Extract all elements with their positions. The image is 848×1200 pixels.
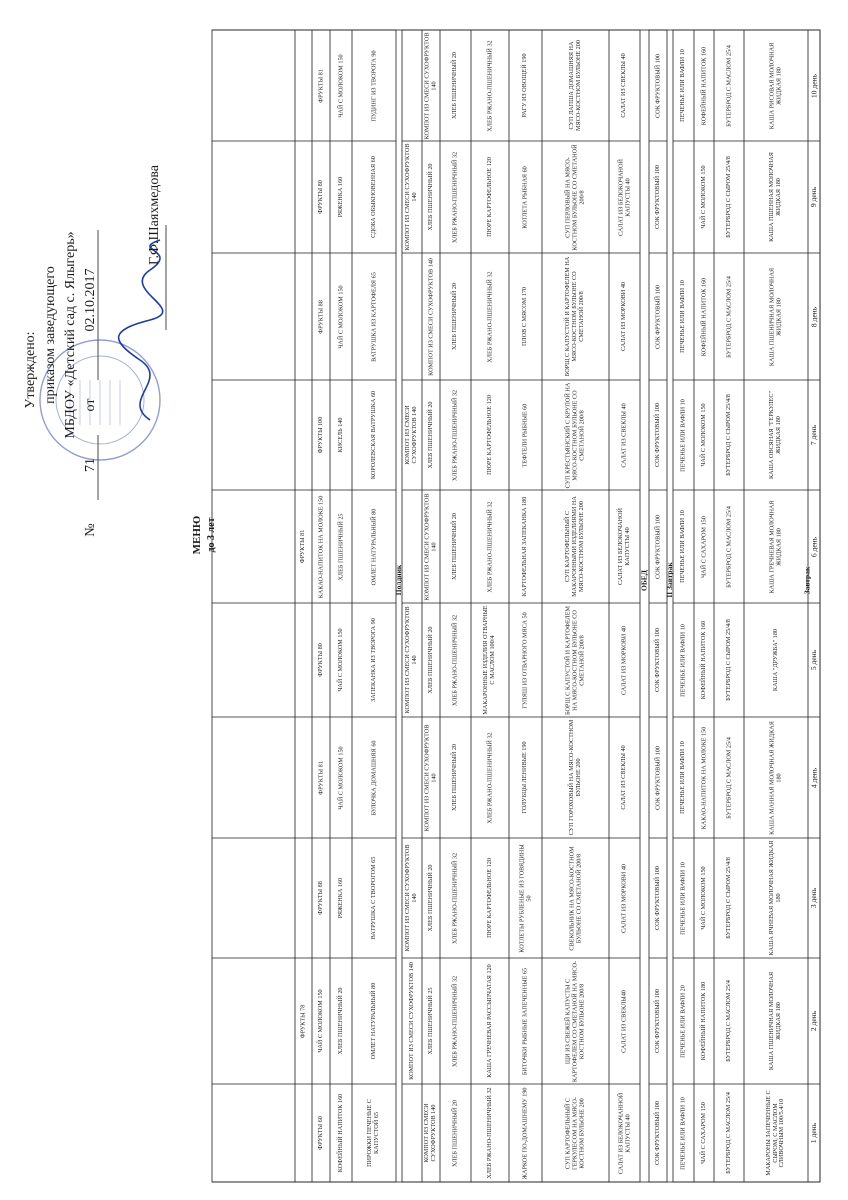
menu-item: ХЛЕБ РЖАНО-ПШЕНИЧНЫЙ 32: [485, 270, 493, 363]
menu-item: ХЛЕБ ПШЕНИЧНЫЙ 20: [451, 1099, 459, 1167]
menu-item: КАША РИСОВАЯ МОЛОЧНАЯ ЖИДКАЯ 180: [768, 42, 782, 129]
menu-item: ПЕЧЕНЬЕ ИЛИ ВАФЛИ 10: [679, 280, 687, 353]
menu-item: СУП ГОРОХОВЫЙ НА МЯСО-КОСТНОМ БУЛЬОНЕ 200: [567, 719, 582, 836]
menu-item: САЛАТ ИЗ БЕЛОКОЧАНОЙ КАПУСТЫ 40: [616, 508, 631, 585]
menu-item: [295, 717, 312, 838]
menu-item: САЛАТ ИЗ СВЕКЛЫ40: [620, 989, 628, 1053]
menu-item: СОК ФРУКТОВЫЙ 100: [653, 514, 661, 579]
menu-item: РЯЖЕНКА 160: [336, 176, 344, 218]
menu-item: ВАТРУШКА ИЗ КАРТОФЕЛЯ 65: [369, 271, 377, 362]
section-title: ОБЕД: [639, 569, 649, 591]
day-header: 4 день: [808, 767, 818, 788]
menu-item: КОТЛЕТА РЫБНАЯ 60: [521, 165, 529, 229]
menu-item: ПЕЧЕНЬЕ ИЛИ ВАФЛИ 10: [679, 861, 687, 935]
menu-item: ХЛЕБ ПШЕНИЧНЫЙ 20: [426, 401, 434, 469]
menu-subtitle: до 3 лет: [205, 517, 217, 553]
menu-item: КОФЕЙНЫЙ НАПИТОК 160: [336, 1093, 344, 1173]
menu-item: СОК ФРУКТОВЫЙ 100: [653, 1101, 661, 1165]
menu-item: БУТЕРБРОД С МАСЛОМ 25/4: [724, 1092, 732, 1174]
menu-item: МАКАРОННЫЕ ИЗДЕЛИЯ ОТВАРНЫЕ С МАСЛОМ 100/4: [482, 605, 496, 715]
menu-item: КАКАО-НАПИТОК НА МОЛОКЕ 150: [316, 495, 324, 598]
menu-item: ФРУКТЫ 80: [316, 180, 324, 214]
day-header: 9 день: [808, 186, 818, 208]
menu-item: ХЛЕБ ПШЕНИЧНЫЙ 20: [451, 743, 459, 812]
menu-item: СВЕКОЛЬНИК НА МЯСО-КОСТНОМ БУЛЬОНЕ СО СМЕТАНОЙ 200/8: [567, 845, 582, 951]
menu-item: ЧАЙ С МОЛОКОМ 150: [699, 866, 707, 930]
menu-item: ФРУКТЫ 88: [316, 881, 324, 915]
menu-item: КАША МАННАЯ МОЛОЧНАЯ ЖИДКАЯ 180: [768, 720, 782, 835]
menu-item: ФРУКТЫ 81: [299, 529, 307, 564]
menu-item: СОК ФРУКТОВЫЙ 100: [653, 745, 661, 810]
menu-item: ФРУКТЫ 81: [316, 760, 324, 795]
approval-number: 71: [83, 458, 99, 472]
menu-item: КОМПОТ ИЗ СМЕСИ СУХОФРУКТОВ 140: [404, 844, 418, 952]
menu-item: БУТЕРБРОД С МАСЛОМ 25/4: [724, 980, 732, 1062]
day-header: 8 день: [808, 306, 818, 327]
menu-item: ХЛЕБ ПШЕНИЧНЫЙ 25: [426, 987, 434, 1055]
menu-item: КАША ЯЧНЕВАЯ МОЛОЧНАЯ ЖИДКАЯ 180: [768, 840, 782, 956]
menu-item: САЛАТ ИЗ БЕЛОКОЧАНОЙ КАПУСТЫ 40: [616, 158, 631, 236]
menu-item: РЯЖЕНКА 160: [336, 877, 344, 919]
menu-item: ОМЛЕТ НАТУРАЛЬНЫЙ 80: [369, 982, 377, 1060]
menu-item: ПЕЧЕНЬЕ ИЛИ ВАФЛИ 10: [679, 1096, 687, 1170]
menu-item: ПЕЧЕНЬЕ ИЛИ ВАФЛИ 10: [679, 398, 687, 472]
menu-item: САЛАТ ИЗ БЕЛОКОЧАННОЙ КАПУСТЫ 40: [616, 1092, 631, 1174]
menu-item: КАША ОВСЯНАЯ "ГЕРКУЛЕС" ЖИДКАЯ 180: [768, 391, 782, 479]
menu-item: [295, 30, 312, 141]
menu-item: КОФЕЙНЫЙ НАПИТОК 160: [699, 620, 707, 700]
menu-item: ЧАЙ С МОЛОКОМ 150: [336, 745, 344, 810]
section-title: Полдник: [393, 564, 403, 596]
menu-item: ХЛЕБ РЖАНО-ПШЕНИЧНЫЙ 32: [451, 389, 459, 481]
day-header: 2 день: [808, 1010, 818, 1032]
menu-item: ФРУКТЫ 100: [316, 416, 324, 454]
menu-item: ПЮРЕ КАРТОФЕЛЬНОЕ 120: [485, 157, 493, 237]
section-title: Завтрак: [802, 566, 812, 594]
menu-item: КОМПОТ ИЗ СМЕСИ СУХОФРУКТОВ 140: [423, 724, 437, 831]
menu-item: ТЕФТЕЛИ РЫБНЫЕ 60: [521, 403, 529, 467]
menu-item: РАГУ ИЗ ОВОЩЕЙ 190: [521, 53, 529, 118]
menu-item: КОМПОТ ИЗ СМЕСИ СУХОФРУКТОВ 140: [423, 32, 437, 139]
menu-item: ХЛЕБ ПШЕНИЧНЫЙ 20: [451, 282, 459, 351]
menu-item: КОМПОТ ИЗ СМЕСИ СУХОФРУКТОВ 140: [404, 606, 418, 714]
menu-item: [295, 1084, 312, 1182]
menu-item: ЧАЙ С МОЛОКОМ 150: [699, 165, 707, 229]
menu-item: ХЛЕБ РЖАНО-ПШЕНИЧНЫЙ 32: [451, 614, 459, 706]
menu-item: [402, 253, 422, 380]
menu-item: МАКАРОНЫ ЗАПЕЧЕННЫЕ С СЫРОМ, С МАСЛОМ СЛИВОЧНЫМ 100/5.4/10: [764, 1090, 786, 1176]
menu-item: ФРУКТЫ 81: [316, 68, 324, 103]
menu-item: КИСЕЛЬ 140: [336, 417, 344, 453]
menu-item: ЖАРКОЕ ПО-ДОМАШНЕМУ 190: [521, 1086, 529, 1180]
menu-item: БУТЕРБРОД С СЫРОМ 25/4/8: [724, 156, 732, 238]
menu-item: ХЛЕБ РЖАНО-ПШЕНИЧНЫЙ 32: [485, 731, 493, 824]
menu-item: КОФЕЙНЫЙ НАПИТОК 180: [699, 981, 707, 1061]
menu-item: КОМПОТ ИЗ СМЕСИ СУХОФРУКТОВ 140: [423, 1103, 437, 1163]
menu-item: ПЛОВ С МЯСОМ 170: [521, 286, 529, 347]
menu-item: ЧАЙ С САХАРОМ 150: [699, 1102, 707, 1164]
menu-item: ПЕЧЕНЬЕ ИЛИ ВАФЛИ 10: [679, 623, 687, 697]
menu-item: ГОЛУБЦЫ ЛЕНИВЫЕ 190: [521, 741, 529, 814]
menu-item: ХЛЕБ РЖАНО-ПШЕНИЧНЫЙ 32: [451, 852, 459, 944]
menu-item: [402, 717, 422, 838]
menu-item: БУТЕРБРОД С СЫРОМ 25/4/8: [724, 394, 732, 476]
menu-item: КОМПОТ ИЗ СМЕСИ СУХОФРУКТОВ 140: [423, 493, 437, 600]
menu-item: БОРЩ С КАПУСТОЙ И КАРТОФЕЛЕМ НА МЯСО-КОСТНОМ БУЛЬОНЕ СО СМЕТАНОЙ 200/8: [564, 605, 585, 715]
menu-item: [673, 141, 694, 253]
menu-item: [295, 380, 312, 490]
menu-item: [295, 141, 312, 253]
menu-item: КАША ГРЕЧНЕВАЯ РАССЫПЧАТАЯ 120: [485, 964, 493, 1078]
menu-item: БУТЕРБРОД С МАСЛОМ 25/4: [724, 736, 732, 819]
menu-item: СОК ФРУКТОВЫЙ 100: [653, 53, 661, 118]
menu-item: ПЕЧЕНЬЕ ИЛИ ВАФЛИ 10: [679, 741, 687, 814]
approval-signer: Г.Ф.Шаяхмедова: [147, 165, 163, 266]
day-header: 1 день: [808, 1122, 818, 1144]
menu-item: СОК ФРУКТОВЫЙ 100: [653, 284, 661, 349]
menu-item: ЗАПЕКАНКА ИЗ ТВОРОГА 90: [369, 618, 377, 702]
menu-item: ФРУКТЫ 78: [299, 1004, 307, 1038]
approval-date: 02.10.2017: [83, 268, 99, 332]
approval-date-label: от: [83, 398, 99, 412]
menu-title: МЕНЮ: [190, 515, 203, 555]
menu-item: [295, 253, 312, 380]
section-title: II Завтрак: [664, 562, 674, 598]
menu-item: БУТЕРБРОД С СЫРОМ 25/4/8: [724, 857, 732, 939]
day-header: 7 день: [808, 424, 818, 446]
menu-item: [295, 603, 312, 717]
menu-item: ГУЛЯШ ИЗ ОТВАРНОГО МЯСА 50: [521, 611, 529, 709]
menu-item: ХЛЕБ РЖАНО-ПШЕНИЧНЫЙ 32: [451, 151, 459, 243]
menu-item: СУП КРЕСТЬЯНСКИЙ С КРУПОЙ НА МЯСО-КОСТНОМ БУЛЬОНЕ СО СМЕТАНОЙ 200/8: [564, 382, 585, 488]
menu-item: КАША ПШЕНИЧНАЯ МОЛОЧНАЯ ЖИДКАЯ 180: [768, 971, 782, 1071]
menu-item: ЧАЙ С МОЛОКОМ 150: [336, 628, 344, 692]
approval-line: приказом заведующего: [43, 266, 59, 404]
day-header: 10 день: [808, 73, 818, 98]
menu-item: БУТЕРБРОД С МАСЛОМ 25/4: [724, 275, 732, 358]
menu-item: КАША ПШЕНИЧНАЯ МОЛОЧНАЯ ЖИДКАЯ 180: [768, 267, 782, 366]
menu-item: СУП ПЕРЛОВЫЙ НА МЯСО-КОСТНОМ БУЛЬОНЕ СО СМЕТАНОЙ 200/8: [564, 143, 585, 251]
menu-item: ПЕЧЕНЬЕ ИЛИ ВАФЛИ 10: [679, 510, 687, 583]
menu-item: БУТЕРБРОД С МАСЛОМ 25/4: [724, 44, 732, 127]
menu-item: [402, 490, 422, 603]
menu-item: СОК ФРУКТОВЫЙ 100: [653, 866, 661, 930]
menu-item: КОМПОТ ИЗ СМЕСИ СУХОФРУКТОВ 140: [426, 257, 434, 376]
menu-item: СДОБА ОБЫКНОВЕННАЯ 60: [369, 156, 377, 238]
menu-item: СОК ФРУКТОВЫЙ 100: [653, 628, 661, 692]
approval-line: МБДОУ «Детский сад с. Ялыгерь»: [63, 231, 79, 439]
approval-number-label: №: [83, 523, 99, 537]
menu-item: САЛАТ ИЗ СВЕКЛЫ 40: [620, 745, 628, 810]
menu-item: ХЛЕБ ПШЕНИЧНЫЙ 25: [336, 512, 344, 581]
menu-item: ФРУКТЫ 88: [316, 299, 324, 334]
menu-item: ЧАЙ С МОЛОКОМ 150: [336, 284, 344, 349]
menu-item: ЧАЙ С МОЛОКОМ 150: [699, 403, 707, 467]
menu-item: САЛАТ ИЗ СВЕКЛЫ 40: [620, 402, 628, 468]
menu-item: СОК ФРУКТОВЫЙ 100: [653, 403, 661, 467]
menu-item: ЩИ ИЗ СВЕЖЕЙ КАПУСТЫ С КАРТОФЕЛЕМ СО СМЕТАНОЙ НА МЯСО-КОСТНОМ БУЛЬОНЕ 200/8: [564, 960, 585, 1082]
day-header: 3 день: [808, 887, 818, 909]
menu-item: ХЛЕБ ПШЕНИЧНЫЙ 20: [336, 987, 344, 1055]
menu-item: КОМПОТ ИЗ СМЕСИ СУХОФРУКТОВ 140: [404, 405, 418, 465]
menu-item: СОК ФРУКТОВЫЙ 100: [653, 989, 661, 1053]
menu-item: БУЛОЧКА ДОМАШНЯЯ 60: [369, 739, 377, 816]
menu-item: КАША ГРЕЧНЕВАЯ МОЛОЧНАЯ ЖИДКАЯ 180: [768, 499, 782, 594]
approval-heading: Утверждено:: [23, 331, 39, 409]
menu-item: [402, 1084, 422, 1182]
menu-item: БОРЩ С КАПУСТОЙ И КАРТОФЕЛЕМ НА МЯСО-КОСТНОМ БУЛЬОНЕ СО СМЕТАНОЙ 200/8: [564, 256, 585, 377]
menu-item: [295, 838, 312, 958]
menu-item: КОМПОТ ИЗ СМЕСИ СУХОФРУКТОВ 140: [404, 143, 418, 251]
menu-item: КОРОЛЕВСКАЯ ВАТРУШКА 60: [369, 390, 377, 480]
menu-item: БИТОЧКИ РЫБНЫЕ ЗАПЕЧЕННЫЕ 65: [521, 967, 529, 1075]
menu-item: ФРУКТЫ 60: [316, 1116, 324, 1150]
menu-item: САЛАТ ИЗ СВЕКЛЫ 40: [620, 53, 628, 118]
menu-item: СУП КАРТОФЕЛЬНЫЙ С МАКАРОННЫМИ ИЗДЕЛИЯМИ НА МЯСО-КОСТНОМ БУЛЬОНЕ 200: [564, 496, 585, 597]
menu-item: ОМЛЕТ НАТУРАЛЬНЫЙ 80: [369, 508, 377, 585]
day-header: 5 день: [808, 649, 818, 671]
menu-item: [402, 30, 422, 141]
menu-item: СУП ЛАПША ДОМАШНЯЯ НА МЯСО-КОСТНОМ БУЛЬОНЕ 200: [567, 40, 582, 131]
menu-item: БУТЕРБРОД С СЫРОМ 25/4/8: [724, 619, 732, 701]
menu-item: ХЛЕБ РЖАНО-ПШЕНИЧНЫЙ 32: [485, 1087, 493, 1179]
menu-item: САЛАТ ИЗ МОРКОВИ 40: [620, 863, 628, 933]
menu-item: БУТЕРБРОД С МАСЛОМ 25/4: [724, 505, 732, 588]
menu-item: САЛАТ ИЗ МОРКОВИ 40: [620, 281, 628, 352]
menu-item: ПЮРЕ КАРТОФЕЛЬНОЕ 120: [485, 395, 493, 475]
menu-item: КАША "ДРУЖБА" 180: [771, 628, 779, 692]
menu-item: ПЮРЕ КАРТОФЕЛЬНОЕ 120: [485, 858, 493, 938]
menu-item: ПЕЧЕНЬЕ ИЛИ ВАФЛИ 10: [679, 49, 687, 122]
menu-item: СОК ФРУКТОВЫЙ 100: [653, 165, 661, 229]
menu-item: САЛАТ ИЗ МОРКОВИ 40: [620, 625, 628, 695]
menu-item: ЧАЙ С МОЛОКОМ 150: [316, 989, 324, 1053]
menu-item: КОФЕЙНЫЙ НАПИТОК 160: [699, 46, 707, 125]
menu-item: ХЛЕБ РЖАНО-ПШЕНИЧНЫЙ 32: [451, 975, 459, 1067]
menu-item: ХЛЕБ РЖАНО-ПШЕНИЧНЫЙ 32: [485, 39, 493, 132]
menu-item: ХЛЕБ ПШЕНИЧНЫЙ 20: [426, 626, 434, 694]
menu-item: СУП КАРТОФЕЛЬНЫЙ С ГЕРКУЛЕСОМ НА МЯСО-КОСТНОМ БУЛЬОНЕ 200: [564, 1096, 585, 1170]
menu-item: ФРУКТЫ 80: [316, 643, 324, 677]
menu-item: ПИРОЖКИ ПЕЧЕНЫЕ С КАПУСТОЙ 65: [366, 1099, 380, 1167]
menu-item: ПЕЧЕНЬЕ ИЛИ ВАФЛИ 20: [679, 984, 687, 1058]
menu-item: КОФЕЙНЫЙ НАПИТОК 160: [699, 277, 707, 356]
menu-item: ВАТРУШКА С ТВОРОГОМ 65: [369, 856, 377, 940]
menu-item: КАРТОФЕЛЬНАЯ ЗАПЕКАНКА 180: [521, 496, 529, 597]
menu-item: ХЛЕБ ПШЕНИЧНЫЙ 20: [451, 51, 459, 120]
menu-item: КАША ПШЕННАЯ МОЛОЧНАЯ ЖИДКАЯ 180: [768, 152, 782, 242]
day-header: 6 день: [808, 536, 818, 557]
menu-item: ПУДИНГ ИЗ ТВОРОГА 90: [369, 49, 377, 122]
menu-item: КОТЛЕТЫ РУБЛЕНЫЕ ИЗ ГОВЯДИНЫ 50: [517, 843, 532, 953]
menu-item: ХЛЕБ ПШЕНИЧНЫЙ 20: [426, 163, 434, 231]
menu-item: КАКАО-НАПИТОК НА МОЛОКЕ 150: [699, 726, 707, 829]
menu-item: ХЛЕБ ПШЕНИЧНЫЙ 20: [451, 512, 459, 581]
menu-item: ЧАЙ С САХАРОМ 150: [699, 515, 707, 578]
menu-item: ХЛЕБ ПШЕНИЧНЫЙ 20: [426, 864, 434, 932]
menu-item: ХЛЕБ РЖАНО-ПШЕНИЧНЫЙ 32: [485, 500, 493, 593]
menu-item: ЧАЙ С МОЛОКОМ 150: [336, 53, 344, 118]
menu-item: КОМПОТ ИЗ СМЕСИ СУХОФРУКТОВ 140: [407, 962, 415, 1080]
